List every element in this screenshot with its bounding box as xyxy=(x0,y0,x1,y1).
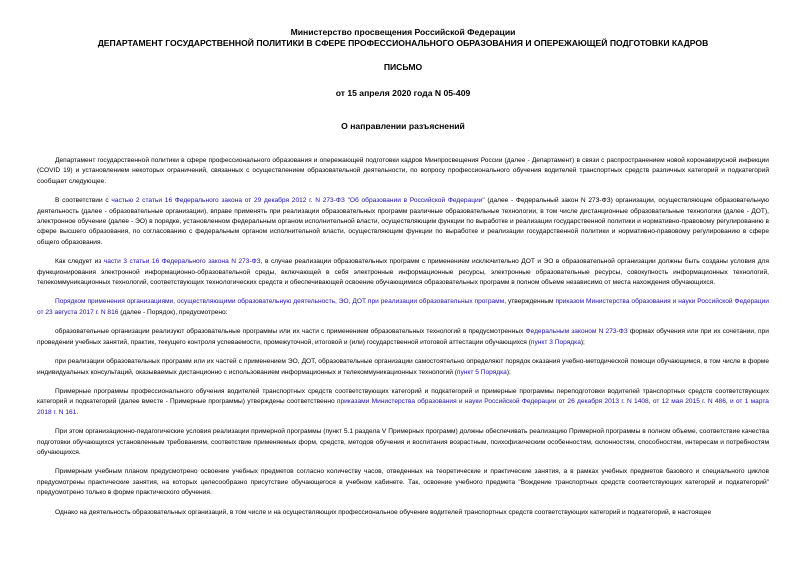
order-486-link[interactable]: от 12 мая 2015 г. N 486 xyxy=(652,398,726,406)
text: (далее - Федеральный закон N 273-ФЗ) организации, осуществляющие образовательную деятельность (далее - образовательные организации), вправе применять при реализации образовательных программ различные образовательные технологии, в том числе дистанционные образовательные технологии (далее - ДОТ), электронное обучение (далее - ЭО) в порядке, установленном федеральным органом исполнительной власти, осуществляющим функции по выработке и реализации государственной политики и нормативно-правовому регулированию в сфере высшего образования, по согласованию с федеральным органом исполнительной власти, осуществляющим функции по выработке и реализации государственной политики и нормативно-правовому регулированию в сфере общего образования. xyxy=(37,197,769,246)
paragraph-1: Департамент государственной политики в сфере профессионального образования и опережающей подготовки кадров Минпросвещения России (далее - Департамент) в связи с распространением новой коронавирусной инфекции (COVID 19) и установлением некоторых ограничений, связанных с осуществлением образовательной деятельности, по вопросу профессионального обучения водителей транспортных средств различных категорий и подкатегорий сообщает следующее. xyxy=(37,157,769,185)
text: (далее - Порядок), предусмотрено: xyxy=(118,308,228,316)
procedure-item-3-link[interactable]: пункт 3 Порядка xyxy=(530,338,581,346)
order-816-link[interactable]: приказом Министерства образования и науки Российской Федерации от 23 августа 2017 г. N 816 xyxy=(37,298,769,316)
text: при реализации образовательных программ или их частей с применением ЭО, ДОТ, образовательные организации самостоятельно определяют порядок оказания учебно-методической помощи обучающимся, в том числе в форме индивидуальных консультаций, оказываемых дистанционно с использованием информационных и телекоммуникационных технологий ( xyxy=(37,358,769,376)
paragraph-8: При этом организационно-педагогические условия реализации примерной программы (пункт 5.1 раздела V Примерных программ) должны обеспечивать реализацию Примерной программы в полном объеме, соответствие качества подготовки обучающихся установленным требованиям, соответствие применяемых форм, средств, методов обучения и воспитания возрастным, психофизическим особенностям, склонностям, способностям, интересам и потребностям обучающихся. xyxy=(37,428,769,456)
law-273-article-16-part-3-link[interactable]: части 3 статьи 16 Федерального закона N 273-ФЗ xyxy=(103,258,261,266)
document-type: ПИСЬМО xyxy=(383,62,423,72)
text: В соответствии с xyxy=(55,197,112,205)
document-date-number: от 15 апреля 2020 года N 05-409 xyxy=(335,88,471,98)
order-1408-link[interactable]: приказами Министерства образования и науки Российской Федерации от 26 декабря 2013 г. N 1408 xyxy=(336,398,649,406)
text: Как следует из xyxy=(55,258,104,266)
text: Примерные программы профессионального обучения водителей транспортных средств соответствующих категорий и подкатегорий и примерные программы переподготовки водителей транспортных средств соответствующих категорий и подкатегорий (далее вместе - Примерные программы) утверждены соответственно xyxy=(37,387,769,406)
procedure-item-5-link[interactable]: пункт 5 Порядка xyxy=(456,368,507,376)
paragraph-4 xyxy=(37,297,769,318)
text: , xyxy=(725,398,730,406)
text: , в случае реализации образовательных программ с применением исключительно ДОТ и ЭО в образовательной организации должны быть созданы условия для функционирования электронной информационно-образовательной среды, включающей в себя электронные информационные ресурсы, электронные образовательные ресурсы, совокупность информационных технологий, телекоммуникационных технологий, соответствующих технологических средств и обеспечивающей освоение обучающимися образовательных программ в полном объеме независимо от места нахождения обучающихся. xyxy=(37,258,769,287)
text: , утвержденным xyxy=(504,298,556,306)
text: ); xyxy=(580,338,585,346)
order-161-link[interactable]: и от 1 марта 2018 г. N 161 xyxy=(37,398,769,416)
text: формах обучения или при их сочетании, при проведении учебных занятий, практик, текущего контроля успеваемости, промежуточной, итоговой и (или) государственной итоговой аттестации обучающихся ( xyxy=(37,328,769,346)
text: , xyxy=(648,398,653,406)
paragraph-3 xyxy=(37,257,769,288)
paragraph-10: Однако на деятельность образовательных организаций, в том числе и на осуществляющих профессиональное обучение водителей транспортных средств соответствующих категорий и подкатегорий, в настоящее xyxy=(55,508,712,516)
paragraph-5 xyxy=(37,327,769,348)
paragraph-2 xyxy=(37,196,769,248)
text: ); xyxy=(506,368,511,376)
law-273-link[interactable]: Федеральным законом N 273-ФЗ xyxy=(525,328,628,336)
document-subject: О направлении разъяснений xyxy=(341,121,465,131)
paragraph-7 xyxy=(37,387,769,418)
law-273-article-16-part-2-link[interactable]: частью 2 статьи 16 Федерального закона от 29 декабря 2012 г. N 273-ФЗ "Об образовании в Российской Федерации" xyxy=(111,197,485,205)
paragraph-9: Примерным учебным планом предусмотрено освоение учебных предметов согласно количеству часов, отведенных на теоретические и практические занятия, а в рамках учебных предметов базового и специального циклов предусмотрены практические занятия, на которых целесообразно присутствие обучающегося в учебном кабинете. Так, освоение учебного предмета "Вождение транспортных средств соответствующих категорий и подкатегорий" предусмотрено только в форме практического обучения. xyxy=(37,468,769,497)
text: образовательные организации реализуют образовательные программы или их части с применением образовательных технологий в предусмотренных xyxy=(55,328,526,336)
department-name: ДЕПАРТАМЕНТ ГОСУДАРСТВЕННОЙ ПОЛИТИКИ В СФЕРЕ ПРОФЕССИОНАЛЬНОГО ОБРАЗОВАНИЯ И ОПЕРЕЖАЮЩЕЙ ПОДГОТОВКИ КАДРОВ xyxy=(97,38,709,48)
paragraph-6 xyxy=(37,357,769,378)
procedure-link[interactable]: Порядком применения организациями, осуществляющими образовательную деятельность, ЭО, ДОТ при реализации образовательных программ xyxy=(55,298,505,306)
ministry-name: Министерство просвещения Российской Федерации xyxy=(290,27,516,37)
text: . xyxy=(76,408,79,416)
